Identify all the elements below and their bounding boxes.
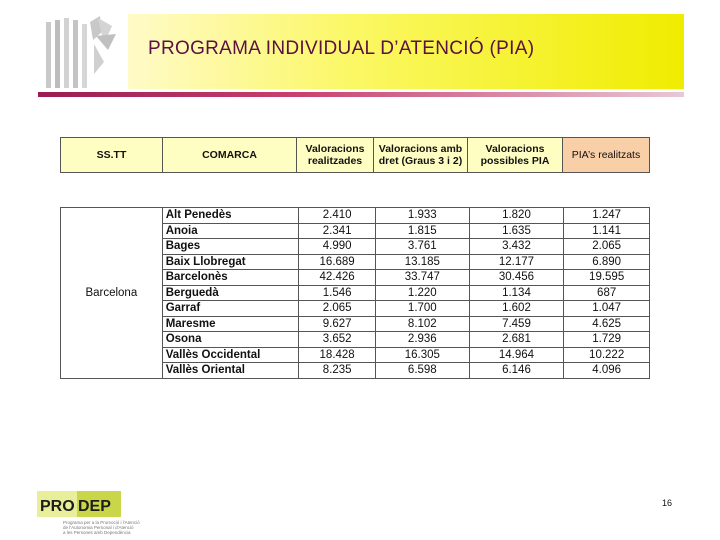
comarca-cell: Vallès Occidental (162, 347, 299, 363)
comarca-cell: Maresme (162, 316, 299, 332)
val-possibles-cell: 1.602 (469, 301, 564, 317)
val-realitzades-cell: 2.341 (299, 223, 376, 239)
val-realitzades-cell: 1.546 (299, 285, 376, 301)
comarca-cell: Bages (162, 239, 299, 255)
prodep-caption-line: a les Persones amb Dependència (63, 530, 131, 535)
comarca-cell: Alt Penedès (162, 208, 299, 224)
header-row (61, 138, 650, 173)
comarca-cell: Vallès Oriental (162, 363, 299, 379)
val-dret-cell: 2.936 (376, 332, 470, 348)
val-realitzades-cell: 42.426 (299, 270, 376, 286)
prodep-logo-text-1: PRO (40, 498, 75, 515)
val-realitzades-cell: 4.990 (299, 239, 376, 255)
val-possibles-cell: 30.456 (469, 270, 564, 286)
pia-cell: 4.096 (564, 363, 650, 379)
comarca-cell: Baix Llobregat (162, 254, 299, 270)
prodep-caption (63, 520, 173, 535)
val-dret-cell: 6.598 (376, 363, 470, 379)
pia-cell: 19.595 (564, 270, 650, 286)
val-possibles-cell: 3.432 (469, 239, 564, 255)
val-dret-cell: 16.305 (376, 347, 470, 363)
data-table (60, 207, 650, 379)
pia-cell: 1.141 (564, 223, 650, 239)
comarca-cell: Berguedà (162, 285, 299, 301)
val-dret-cell: 13.185 (376, 254, 470, 270)
val-dret-cell: 8.102 (376, 316, 470, 332)
pia-cell: 1.247 (564, 208, 650, 224)
ss-cell: Barcelona (61, 208, 163, 379)
table-header (60, 137, 650, 173)
val-realitzades-cell: 18.428 (299, 347, 376, 363)
val-dret-cell: 1.700 (376, 301, 470, 317)
val-realitzades-cell: 3.652 (299, 332, 376, 348)
header-val-possibles: Valoracions possibles PIA (468, 138, 563, 173)
val-possibles-cell: 1.134 (469, 285, 564, 301)
pia-cell: 1.047 (564, 301, 650, 317)
title-banner (128, 14, 684, 89)
val-possibles-cell: 7.459 (469, 316, 564, 332)
pia-cell: 2.065 (564, 239, 650, 255)
pia-cell: 6.890 (564, 254, 650, 270)
val-realitzades-cell: 8.235 (299, 363, 376, 379)
val-possibles-cell: 12.177 (469, 254, 564, 270)
header-val-dret: Valoracions amb dret (Graus 3 i 2) (374, 138, 468, 173)
comarca-cell: Anoia (162, 223, 299, 239)
comarca-cell: Garraf (162, 301, 299, 317)
pia-cell: 4.625 (564, 316, 650, 332)
header-val-realitzades: Valoracions realitzades (297, 138, 374, 173)
val-possibles-cell: 1.820 (469, 208, 564, 224)
comarca-cell: Barcelonès (162, 270, 299, 286)
val-realitzades-cell: 9.627 (299, 316, 376, 332)
title-rule (38, 92, 684, 97)
header-ss: SS.TT (61, 138, 163, 173)
header-pia: PIA’s realitzats (563, 138, 650, 173)
building-logo-icon (38, 14, 130, 94)
prodep-caption-line: Programa per a la Promoció i l'Atenció (63, 520, 140, 525)
prodep-logo-text-2: DEP (78, 498, 111, 515)
val-realitzades-cell: 16.689 (299, 254, 376, 270)
prodep-logo (37, 489, 121, 519)
val-possibles-cell: 6.146 (469, 363, 564, 379)
table-row (61, 208, 650, 224)
header-comarca: COMARCA (163, 138, 297, 173)
val-dret-cell: 1.220 (376, 285, 470, 301)
val-dret-cell: 3.761 (376, 239, 470, 255)
val-dret-cell: 1.933 (376, 208, 470, 224)
comarca-cell: Osona (162, 332, 299, 348)
pia-cell: 1.729 (564, 332, 650, 348)
val-realitzades-cell: 2.065 (299, 301, 376, 317)
prodep-caption-line: de l'Autonomia Personal i d'Atenció (63, 525, 134, 530)
val-dret-cell: 33.747 (376, 270, 470, 286)
page-title: PROGRAMA INDIVIDUAL D’ATENCIÓ (PIA) (148, 38, 535, 59)
pia-cell: 687 (564, 285, 650, 301)
page-number: 16 (662, 498, 673, 508)
pia-cell: 10.222 (564, 347, 650, 363)
val-possibles-cell: 1.635 (469, 223, 564, 239)
val-possibles-cell: 14.964 (469, 347, 564, 363)
val-realitzades-cell: 2.410 (299, 208, 376, 224)
val-dret-cell: 1.815 (376, 223, 470, 239)
val-possibles-cell: 2.681 (469, 332, 564, 348)
